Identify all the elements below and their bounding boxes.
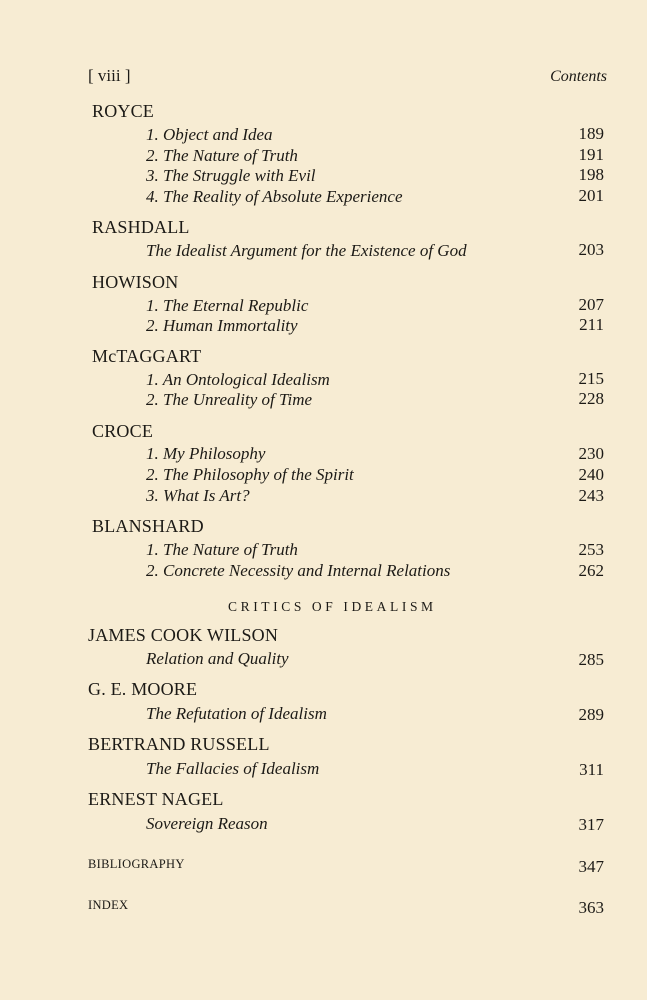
toc-entry-title: 1. The Nature of Truth [146,540,298,559]
author-heading-rashdall: RASHDALL [92,217,190,237]
toc-entry-page: 262 [578,561,604,580]
author-heading-russell: BERTRAND RUSSELL [88,734,270,754]
toc-entry-page: 207 [578,295,604,314]
toc-entry-page: 243 [578,486,604,505]
author-heading-mctaggart: McTAGGART [92,346,202,366]
toc-entry-page: 311 [579,760,604,779]
toc-entry-page: 201 [578,186,604,205]
toc-entry-title: The Fallacies of Idealism [146,759,320,778]
toc-entry-title: 2. Human Immortality [146,316,298,335]
toc-entry-page: 240 [578,465,604,484]
toc-entry-title: 2. The Nature of Truth [146,146,298,165]
section-heading: CRITICS OF IDEALISM [228,599,437,614]
toc-entry-page: 189 [578,124,604,143]
toc-entry-title: 3. The Struggle with Evil [146,166,316,185]
toc-entry-page: 289 [578,705,604,724]
toc-entry-page: 228 [578,389,604,408]
toc-entry-page: 211 [579,315,604,334]
bibliography-label: BIBLIOGRAPHY [88,857,185,871]
toc-entry-title: 1. The Eternal Republic [146,296,309,315]
toc-entry-title: The Refutation of Idealism [146,704,327,723]
toc-entry-title: Sovereign Reason [146,814,268,833]
author-heading-croce: CROCE [92,421,154,441]
toc-entry-title: 2. The Philosophy of the Spirit [146,465,354,484]
toc-entry-title: 2. Concrete Necessity and Internal Relations [146,561,451,580]
toc-entry-page: 203 [578,240,604,259]
author-heading-nagel: ERNEST NAGEL [88,789,224,809]
toc-entry-title: 1. Object and Idea [146,125,273,144]
toc-entry-page: 230 [578,444,604,463]
bibliography-page: 347 [578,857,604,876]
toc-entry-title: 2. The Unreality of Time [146,390,313,409]
toc-entry-title: The Idealist Argument for the Existence of God [146,241,467,260]
author-heading-wilson: JAMES COOK WILSON [88,625,279,645]
index-page: 363 [578,898,604,917]
author-heading-royce: ROYCE [92,101,155,121]
toc-entry-title: Relation and Quality [146,649,289,668]
toc-entry-title: 3. What Is Art? [146,486,250,505]
author-heading-howison: HOWISON [92,272,179,292]
running-title: Contents [550,68,607,85]
toc-entry-page: 198 [578,165,604,184]
toc-entry-page: 215 [578,369,604,388]
author-heading-moore: G. E. MOORE [88,679,198,699]
toc-entry-title: 1. An Ontological Idealism [146,370,330,389]
toc-entry-page: 253 [578,540,604,559]
toc-entry-page: 191 [578,145,604,164]
author-heading-blanshard: BLANSHARD [92,516,204,536]
toc-entry-title: 4. The Reality of Absolute Experience [146,187,403,206]
index-label: INDEX [88,898,129,912]
page-number-label: [ viii ] [88,66,131,85]
toc-entry-title: 1. My Philosophy [146,444,266,463]
toc-entry-page: 285 [578,650,604,669]
toc-entry-page: 317 [578,815,604,834]
